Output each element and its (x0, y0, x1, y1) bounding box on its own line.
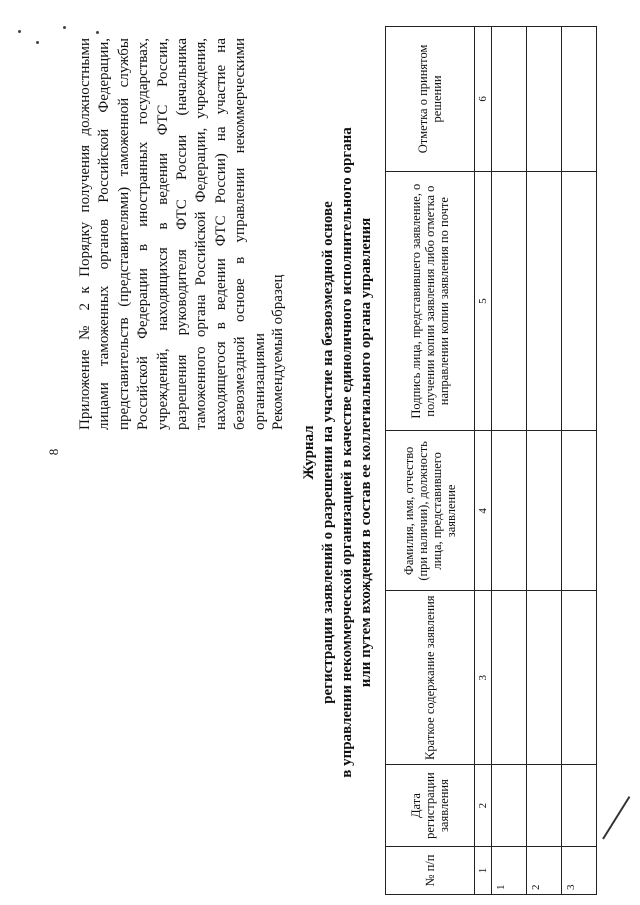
column-header-summary: Краткое содержание заявления (386, 591, 475, 765)
table-row (527, 27, 562, 895)
journal-heading (300, 10, 376, 895)
table-header-row (386, 27, 475, 895)
journal-subtitle-line-3: или путем вхождения в состав ее коллегиального органа управления (358, 217, 374, 688)
column-header-registration-date: Дата регистрации заявления (386, 765, 475, 847)
column-number: 6 (475, 27, 492, 172)
table-cell (562, 171, 597, 431)
table-cell (492, 27, 527, 172)
table-row (562, 27, 597, 895)
column-header-number: № п/п (386, 847, 475, 895)
row-number: 1 (492, 847, 527, 895)
table-cell (527, 765, 562, 847)
journal-subtitle-line-2: в управлении некоммерческой организацией в качестве единоличного исполнительного органа (339, 127, 355, 778)
table-cell (562, 431, 597, 591)
column-number: 4 (475, 431, 492, 591)
journal-subtitle-line-1: регистрации заявлений о разрешении на участие на безвозмездной основе (320, 201, 336, 704)
table-cell (527, 591, 562, 765)
appendix-note: Приложение № 2 к Порядку получения должностными лицами таможенных органов Российской Федерации, представительств (представителями) таможенной службы Российской Федерации в иностранных государствах, учреждений, находящихся в ведении ФТС России, разрешения руководителя ФТС России (начальника таможенного органа Российской Федерации, учреждения, находящегося в ведении ФТС России) на участие на безвозмездной основе в управлении некоммерческими организациями (77, 38, 268, 430)
row-number: 2 (527, 847, 562, 895)
column-number: 1 (475, 847, 492, 895)
journal-title: Журнал (301, 425, 317, 480)
column-header-applicant-name: Фамилия, имя, отчество (при наличии), должность лица, представившего заявление (386, 431, 475, 591)
column-number-row (475, 27, 492, 895)
table-cell (492, 765, 527, 847)
journal-table (385, 26, 597, 895)
table-cell (492, 431, 527, 591)
recommended-sample-label: Рекомендуемый образец (270, 274, 286, 430)
table-cell (527, 431, 562, 591)
column-number: 5 (475, 171, 492, 431)
table-cell (562, 765, 597, 847)
table-cell (492, 171, 527, 431)
column-number: 2 (475, 765, 492, 847)
column-header-signature: Подпись лица, представившего заявление, о получении копии заявления либо отметка о направлении копии заявления по почте (386, 171, 475, 431)
page-number: 8 (46, 448, 61, 456)
table-cell (492, 591, 527, 765)
column-number: 3 (475, 591, 492, 765)
table-cell (527, 171, 562, 431)
table-row (492, 27, 527, 895)
row-number: 3 (562, 847, 597, 895)
table-cell (527, 27, 562, 172)
table-cell (562, 27, 597, 172)
table-cell (562, 591, 597, 765)
column-header-decision: Отметка о принятом решении (386, 27, 475, 172)
